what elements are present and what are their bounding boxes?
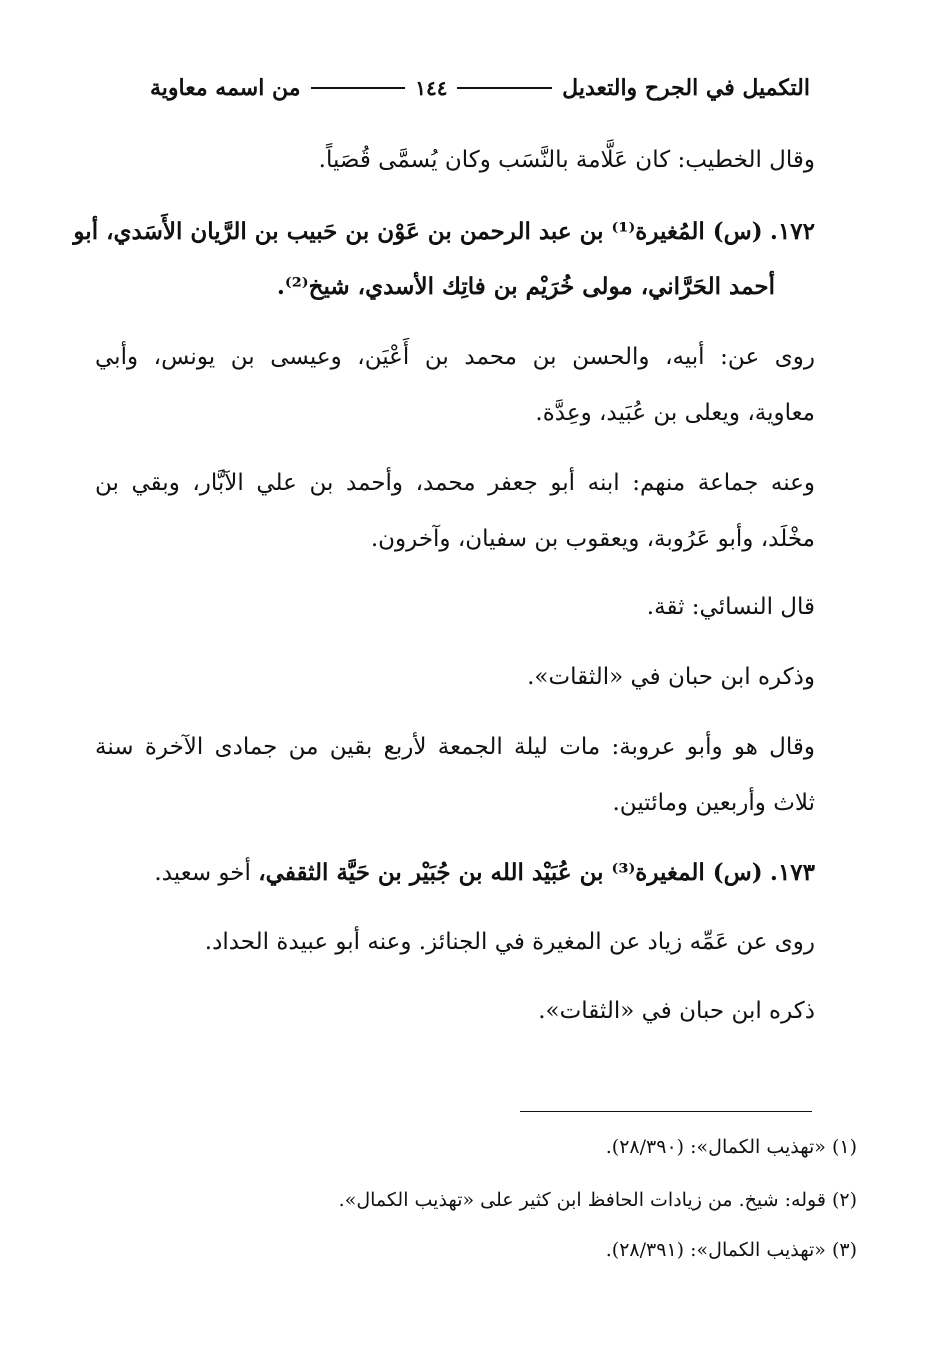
narrators-line2: مخْلَد، وأبو عَرُوبة، ويعقوب بن سفيان، وآخرون. <box>370 526 815 552</box>
entry-172-heading-line1 <box>73 215 815 249</box>
footnote-1: (١) «تهذيب الكمال»: (٢٨/٣٩٠). <box>605 1136 857 1158</box>
ibn-hibban-mention: وذكره ابن حبان في «الثقات». <box>527 664 815 690</box>
entry-heading-tail: أخو سعيد. <box>154 860 259 886</box>
header-rule-left <box>311 87 406 89</box>
footnote-3: (٣) «تهذيب الكمال»: (٢٨/٣٩١). <box>605 1239 857 1261</box>
death-date-line1: وقال هو وأبو عروبة: مات ليلة الجمعة لأربع بقين من جمادى الآخرة سنة <box>95 734 815 760</box>
narrated-from-line2: معاوية، ويعلى بن عُبَيد، وعِدَّة. <box>535 400 815 426</box>
entry-173-heading <box>95 856 815 890</box>
paragraph-khatib: وقال الخطيب: كان عَلَّامة بالنَّسَب وكان يُسمَّى قُصَياً. <box>318 147 815 173</box>
page-number: ١٤٤ <box>415 76 448 100</box>
death-date-line2: ثلاث وأربعين ومائتين. <box>612 790 815 816</box>
entry-heading: (س) المغيرة⁽³⁾ بن عُبَيْد الله بن جُبَيْر بن حَيَّة الثقفي، <box>258 859 763 886</box>
entry-number: ١٧٣. <box>769 859 815 886</box>
narrated-from-line1: روى عن: أبيه، والحسن بن محمد بن أَعْيَن، وعيسى بن يونس، وأبي <box>95 344 815 370</box>
header-rule-right <box>457 87 552 89</box>
nasai-grading: قال النسائي: ثقة. <box>646 594 815 620</box>
narrated-from-uncle: روى عن عَمِّه زياد عن المغيرة في الجنائز. وعنه أبو عبيدة الحداد. <box>204 929 815 955</box>
entry-number: ١٧٢. <box>769 218 815 245</box>
entry-heading: (س) المُغيرة⁽¹⁾ بن عبد الرحمن بن عَوْن بن حَبيب بن الرَّيان الأَسَدي، أبو <box>73 218 763 245</box>
footnote-separator <box>520 1111 812 1112</box>
section-title: من اسمه معاوية <box>149 75 301 101</box>
ibn-hibban-mention-2: ذكره ابن حبان في «الثقات». <box>538 998 815 1024</box>
book-title: التكميل في الجرح والتعديل <box>562 75 810 101</box>
footnote-2: (٢) قوله: شيخ. من زيادات الحافظ ابن كثير على «تهذيب الكمال». <box>338 1189 857 1211</box>
narrators-line1: وعنه جماعة منهم: ابنه أبو جعفر محمد، وأحمد بن علي الآبَّار، وبقي بن <box>95 470 815 496</box>
entry-172-heading-line2: أحمد الحَرَّاني، مولى خُرَيْم بن فاتِك الأسدي، شيخ⁽²⁾. <box>276 273 775 300</box>
running-header <box>150 70 810 106</box>
